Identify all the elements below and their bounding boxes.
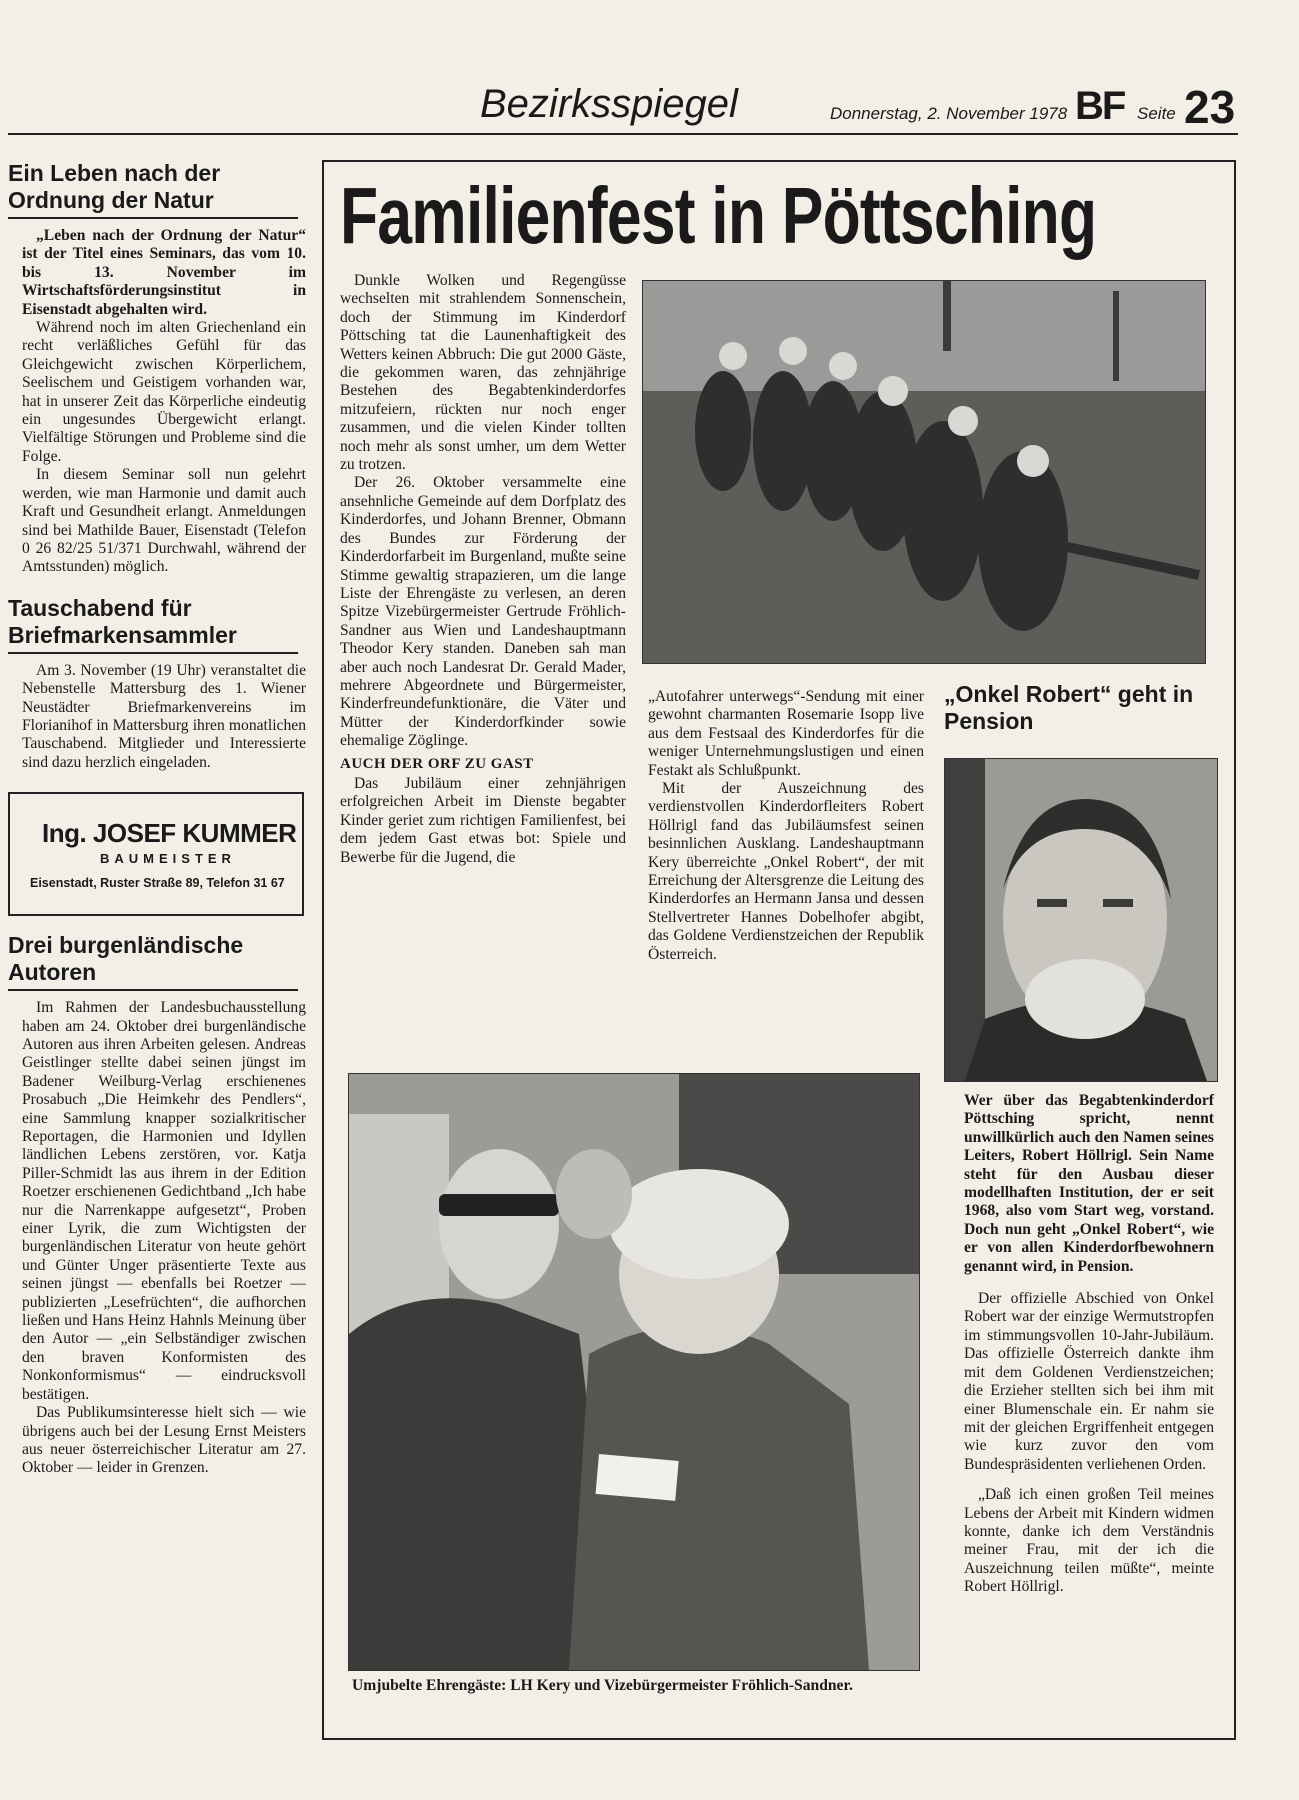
paragraph: Dunkle Wolken und Regengüsse wechselten mit strahlendem Sonnenschein, doch der Stimmung im Kinderdorf Pöttsching tat die Launenhaftigkeit des Wetters keinen Abbruch: Die gut 2000 Gäste, die gekommen waren, das zehnjährige Bestehen des Begabtenkinderdorfes mitzufeiern, rückten nur noch enger zusammen, und die vielen Kinder tollten noch mehr als sonst umher, um dem Wetter zu trotzen. — [340, 272, 626, 474]
portrait-photo — [944, 758, 1218, 1082]
article-body — [8, 319, 306, 577]
subheading: AUCH DER ORF ZU GAST — [340, 755, 534, 772]
section-title: Bezirksspiegel — [480, 82, 738, 126]
header-rule — [8, 133, 1238, 135]
advertiser-role: BAUMEISTER — [100, 851, 236, 867]
article-title: Drei burgenländische Autoren — [8, 932, 244, 986]
divider — [8, 989, 298, 991]
paragraph: Der 26. Oktober versammelte eine ansehnliche Gemeinde auf dem Dorfplatz des Kinderdorfes, und Johann Brenner, Obmann des Bundes zur Förderung der Kinderdorfarbeit im Burgenland, mußte seine Stimme gewaltig strapazieren, um die lange Liste der Ehrengäste zu verlesen, an deren Spitze Vizebürgermeister Gertrude Fröhlich-Sandner aus Wien und Landeshauptmann Theodor Kery standen. Daneben sah man aber auch noch Landesrat Dr. Gerald Mader, mehrere Abgeordnete und Bürgermeister, Kinderfreundefunktionäre, die Väter und Mütter der Kinderdorfkinder sowie ehemalige Zöglinge. — [340, 474, 626, 750]
advertiser-address: Eisenstadt, Ruster Straße 89, Telefon 31 67 — [30, 876, 285, 891]
newspaper-logo: BF — [1075, 84, 1125, 128]
guests-photo-image — [349, 1074, 919, 1670]
paragraph: Während noch im alten Griechenland ein recht verläßliches Gefühl für das Gleichgewicht zwischen Körperlichem, Seelischem und Geistigem vorhanden war, hat in unserer Zeit das Körperliche eindeutig ein ungesundes Übergewicht erlangt. Vielfältige Störungen und Probleme sind die Folge. — [22, 319, 306, 465]
paragraph: Im Rahmen der Landesbuchausstellung haben am 24. Oktober drei burgenländische Autoren aus ihren Arbeiten gelesen. Andreas Geistlinger stellte dabei seinen jüngst im Badener Weilburg-Verlag erschienenes Prosabuch „Die Heimkehr des Pendlers“, eine Sammlung knapper sozialkritischer Reportagen, die Harmonien und Idyllen ländlichen Lebens zerstören, vor. Katja Piller-Schmidt las aus ihrem in der Edition Roetzer erschienenen Gedichtband „Ich habe nur die Narrenkappe aufgesetzt“, Proben einer Lyrik, die zum Wichtigsten der burgenländischen Literatur von heute gehört und Günter Unger präsentierte Texte aus seinen jüngst — ebenfalls bei Roetzer — publizierten „Lesefrüchten“, die aufhorchen ließen und Hans Heinz Hahnls Meinung über den Autor — „ein Selbständiger zwischen den braven Konformisten des Nonkonformismus“ — eindrucksvoll bestätigen. — [22, 999, 306, 1403]
paragraph: „Autofahrer unterwegs“-Sendung mit einer gewohnt charmanten Rosemarie Isopp live aus dem Festsaal des Kinderdorfes für die weniger Unternehmungslustigen und einen Festakt als Schlußpunkt. — [648, 688, 924, 779]
issue-date: Donnerstag, 2. November 1978 — [830, 104, 1068, 123]
guests-photo — [348, 1073, 920, 1671]
sidebar-lead — [944, 1092, 1214, 1276]
children-photo — [642, 280, 1206, 664]
paragraph: Der offizielle Abschied von Onkel Robert war der einzige Wermutstropfen im stimmungsvollen 10-Jahr-Jubiläum. Das offizielle Österreich dankte ihm mit dem Goldenen Verdienstzeichen; die Erzieher stellten sich bei ihm mit einer Blumenschale ein. Er nahm sie mit der gleichen Ergriffenheit entgegen wie kurz zuvor den vom Bundespräsidenten verliehenen Orden. — [964, 1290, 1214, 1473]
article-title: Tauschabend für Briefmarkensammler — [8, 594, 237, 648]
page-number: 23 — [1184, 81, 1236, 133]
divider — [8, 217, 298, 219]
children-photo-image — [643, 281, 1205, 663]
article-lead — [8, 227, 306, 319]
article-body — [8, 662, 306, 772]
paragraph: Mit der Auszeichnung des verdienstvollen Kinderdorfleiters Robert Höllrigl fand das Jubiläumsfest seinen besinnlichen Ausklang. Landeshauptmann Kery überreichte „Onkel Robert“, der mit Erreichung der Altersgrenze die Leitung des Kinderdorfes an Hermann Jansa und dessen Stellvertreter Hannes Dobelhofer abgibt, das Goldene Verdienstzeichen der Republik Österreich. — [648, 780, 924, 963]
paragraph: Das Publikumsinteresse hielt sich — wie übrigens auch bei der Lesung Ernst Meisters aus neuer österreichischer Literatur am 27. Oktober — leider in Grenzen. — [22, 1404, 306, 1477]
article-title: Ein Leben nach der Ordnung der Natur — [8, 160, 221, 213]
paragraph: Wer über das Begabtenkinderdorf Pöttsching spricht, nennt unwillkürlich auch den Namen seines Leiters, Robert Höllrigl. Sein Name steht für den Ausbau dieser modellhaften Institution, der er seit 1968, also vom Start weg, vorstand. Doch nun geht „Onkel Robert“, wie er von allen Kinderdorfbewohnern genannt wird, in Pension. — [964, 1092, 1214, 1275]
sidebar-title: „Onkel Robert“ geht in Pension — [944, 681, 1194, 734]
paragraph: „Daß ich einen großen Teil meines Lebens der Arbeit mit Kindern widmen konnte, danke ich dem Verständnis meiner Frau, mit der ich die Auszeichnung teilen müßte“, meinte Robert Höllrigl. — [964, 1486, 1214, 1596]
advertisement — [8, 792, 304, 916]
sidebar-text — [944, 1290, 1214, 1597]
main-column-2 — [648, 688, 924, 964]
main-headline: Familienfest in Pöttsching — [340, 171, 1097, 260]
guests-photo-caption: Umjubelte Ehrengäste: LH Kery und Vizebürgermeister Fröhlich-Sandner. — [352, 1677, 853, 1694]
divider — [8, 652, 298, 654]
article-body — [8, 999, 306, 1478]
advertiser-name: Ing. JOSEF KUMMER — [42, 818, 297, 849]
paragraph: Das Jubiläum einer zehnjährigen erfolgreichen Arbeit im Dienste begabter Kinder geriet zum richtigen Familienfest, bei dem jedem Gast etwas bot: Spiele und Bewerbe für die Jugend, die — [340, 774, 626, 866]
paragraph: „Leben nach der Ordnung der Natur“ ist der Titel eines Seminars, das vom 10. bis 13. November im Wirtschaftsförderungsinstitut in Eisenstadt abgehalten wird. — [22, 227, 306, 318]
portrait-image — [945, 759, 1217, 1081]
page-label: Seite — [1137, 104, 1176, 123]
paragraph: Am 3. November (19 Uhr) veranstaltet die Nebenstelle Mattersburg des 1. Wiener Neustädter Briefmarkenvereins im Florianihof in Mattersburg ihren monatlichen Tauschabend. Mitglieder und Interessierte sind dazu herzlich eingeladen. — [22, 661, 306, 771]
left-column — [8, 160, 306, 1478]
main-column-1 — [340, 272, 626, 867]
sidebar-body — [944, 1092, 1214, 1597]
paragraph: In diesem Seminar soll nun gelehrt werden, wie man Harmonie und damit auch Kraft und Gesundheit erlangt. Anmeldungen sind bei Mathilde Bauer, Eisenstadt (Telefon 0 26 82/25 51/371 Durchwahl, während der Amtsstunden) möglich. — [22, 466, 306, 576]
